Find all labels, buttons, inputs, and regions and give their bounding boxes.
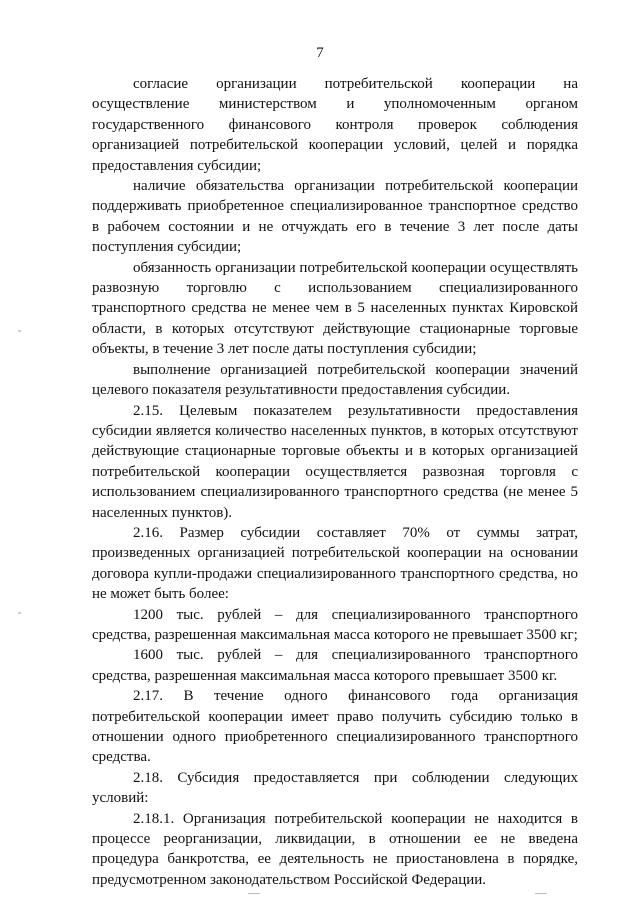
paragraph-2-18: 2.18. Субсидия предоставляется при соблюдении следующих условий:: [92, 769, 578, 807]
paragraph-2-17: 2.17. В течение одного финансового года организация потребительской кооперации имеет право получить субсидию только в отношении одного приобретенного специализированного транспортного средства.: [92, 688, 578, 766]
paragraph-2-15: 2.15. Целевым показателем результативности предоставления субсидии является количество населенных пунктов, в которых отсутствуют действующие стационарные торговые объекты и в которых организацией потребительской кооперации осуществляется развозная торговля с использованием специализированного транспортного средства (не менее 5 населенных пунктов).: [92, 402, 578, 521]
paragraph-2-16: 2.16. Размер субсидии составляет 70% от суммы затрат, произведенных организацией потребительской кооперации на основании договора купли-продажи специализированного транспортного средства, но не может быть более:: [92, 524, 578, 603]
scan-artifact-mark: [248, 893, 260, 894]
document-body: [92, 74, 578, 890]
paragraph-mobile-trade-obligation: обязанность организации потребительской кооперации осуществлять развозную торговлю с использованием специализированного транспортного средства не менее чем в 5 населенных пунктах Кировской области, в которых отсутствуют действующие стационарные торговые объекты, в течение 3 лет после даты поступления субсидии;: [92, 259, 578, 358]
paragraph-maintain-vehicle: наличие обязательства организации потребительской кооперации поддерживать приобретенное специализированное транспортное средство в рабочем состоянии и не отчуждать его в течение 3 лет после даты поступления субсидии;: [92, 178, 578, 256]
paragraph-2-18-1: 2.18.1. Организация потребительской кооперации не находится в процессе реорганизации, ликвидации, в отношении ее не введена процедура банкротства, ее деятельность не приостановлена в порядке, предусмотренном законодательством Российской Федерации.: [92, 810, 578, 888]
scan-edge-mark: [18, 330, 21, 332]
paragraph-target-indicator: выполнение организацией потребительской кооперации значений целевого показателя результативности предоставления субсидии.: [92, 361, 578, 399]
page-number: 7: [316, 45, 324, 61]
scan-artifact-mark: [535, 893, 547, 894]
paragraph-limit-1200: 1200 тыс. рублей – для специализированного транспортного средства, разрешенная максимальная масса которого не превышает 3500 кг;: [92, 606, 578, 643]
paragraph-consent-inspections: согласие организации потребительской кооперации на осуществление министерством и уполномоченным органом государственного финансового контроля проверок соблюдения организацией потребительской кооперации условий, целей и порядка предоставления субсидии;: [92, 76, 578, 174]
paragraph-limit-1600: 1600 тыс. рублей – для специализированного транспортного средства, разрешенная максимальная масса которого превышает 3500 кг.: [92, 647, 578, 684]
scan-edge-mark: [18, 612, 21, 614]
